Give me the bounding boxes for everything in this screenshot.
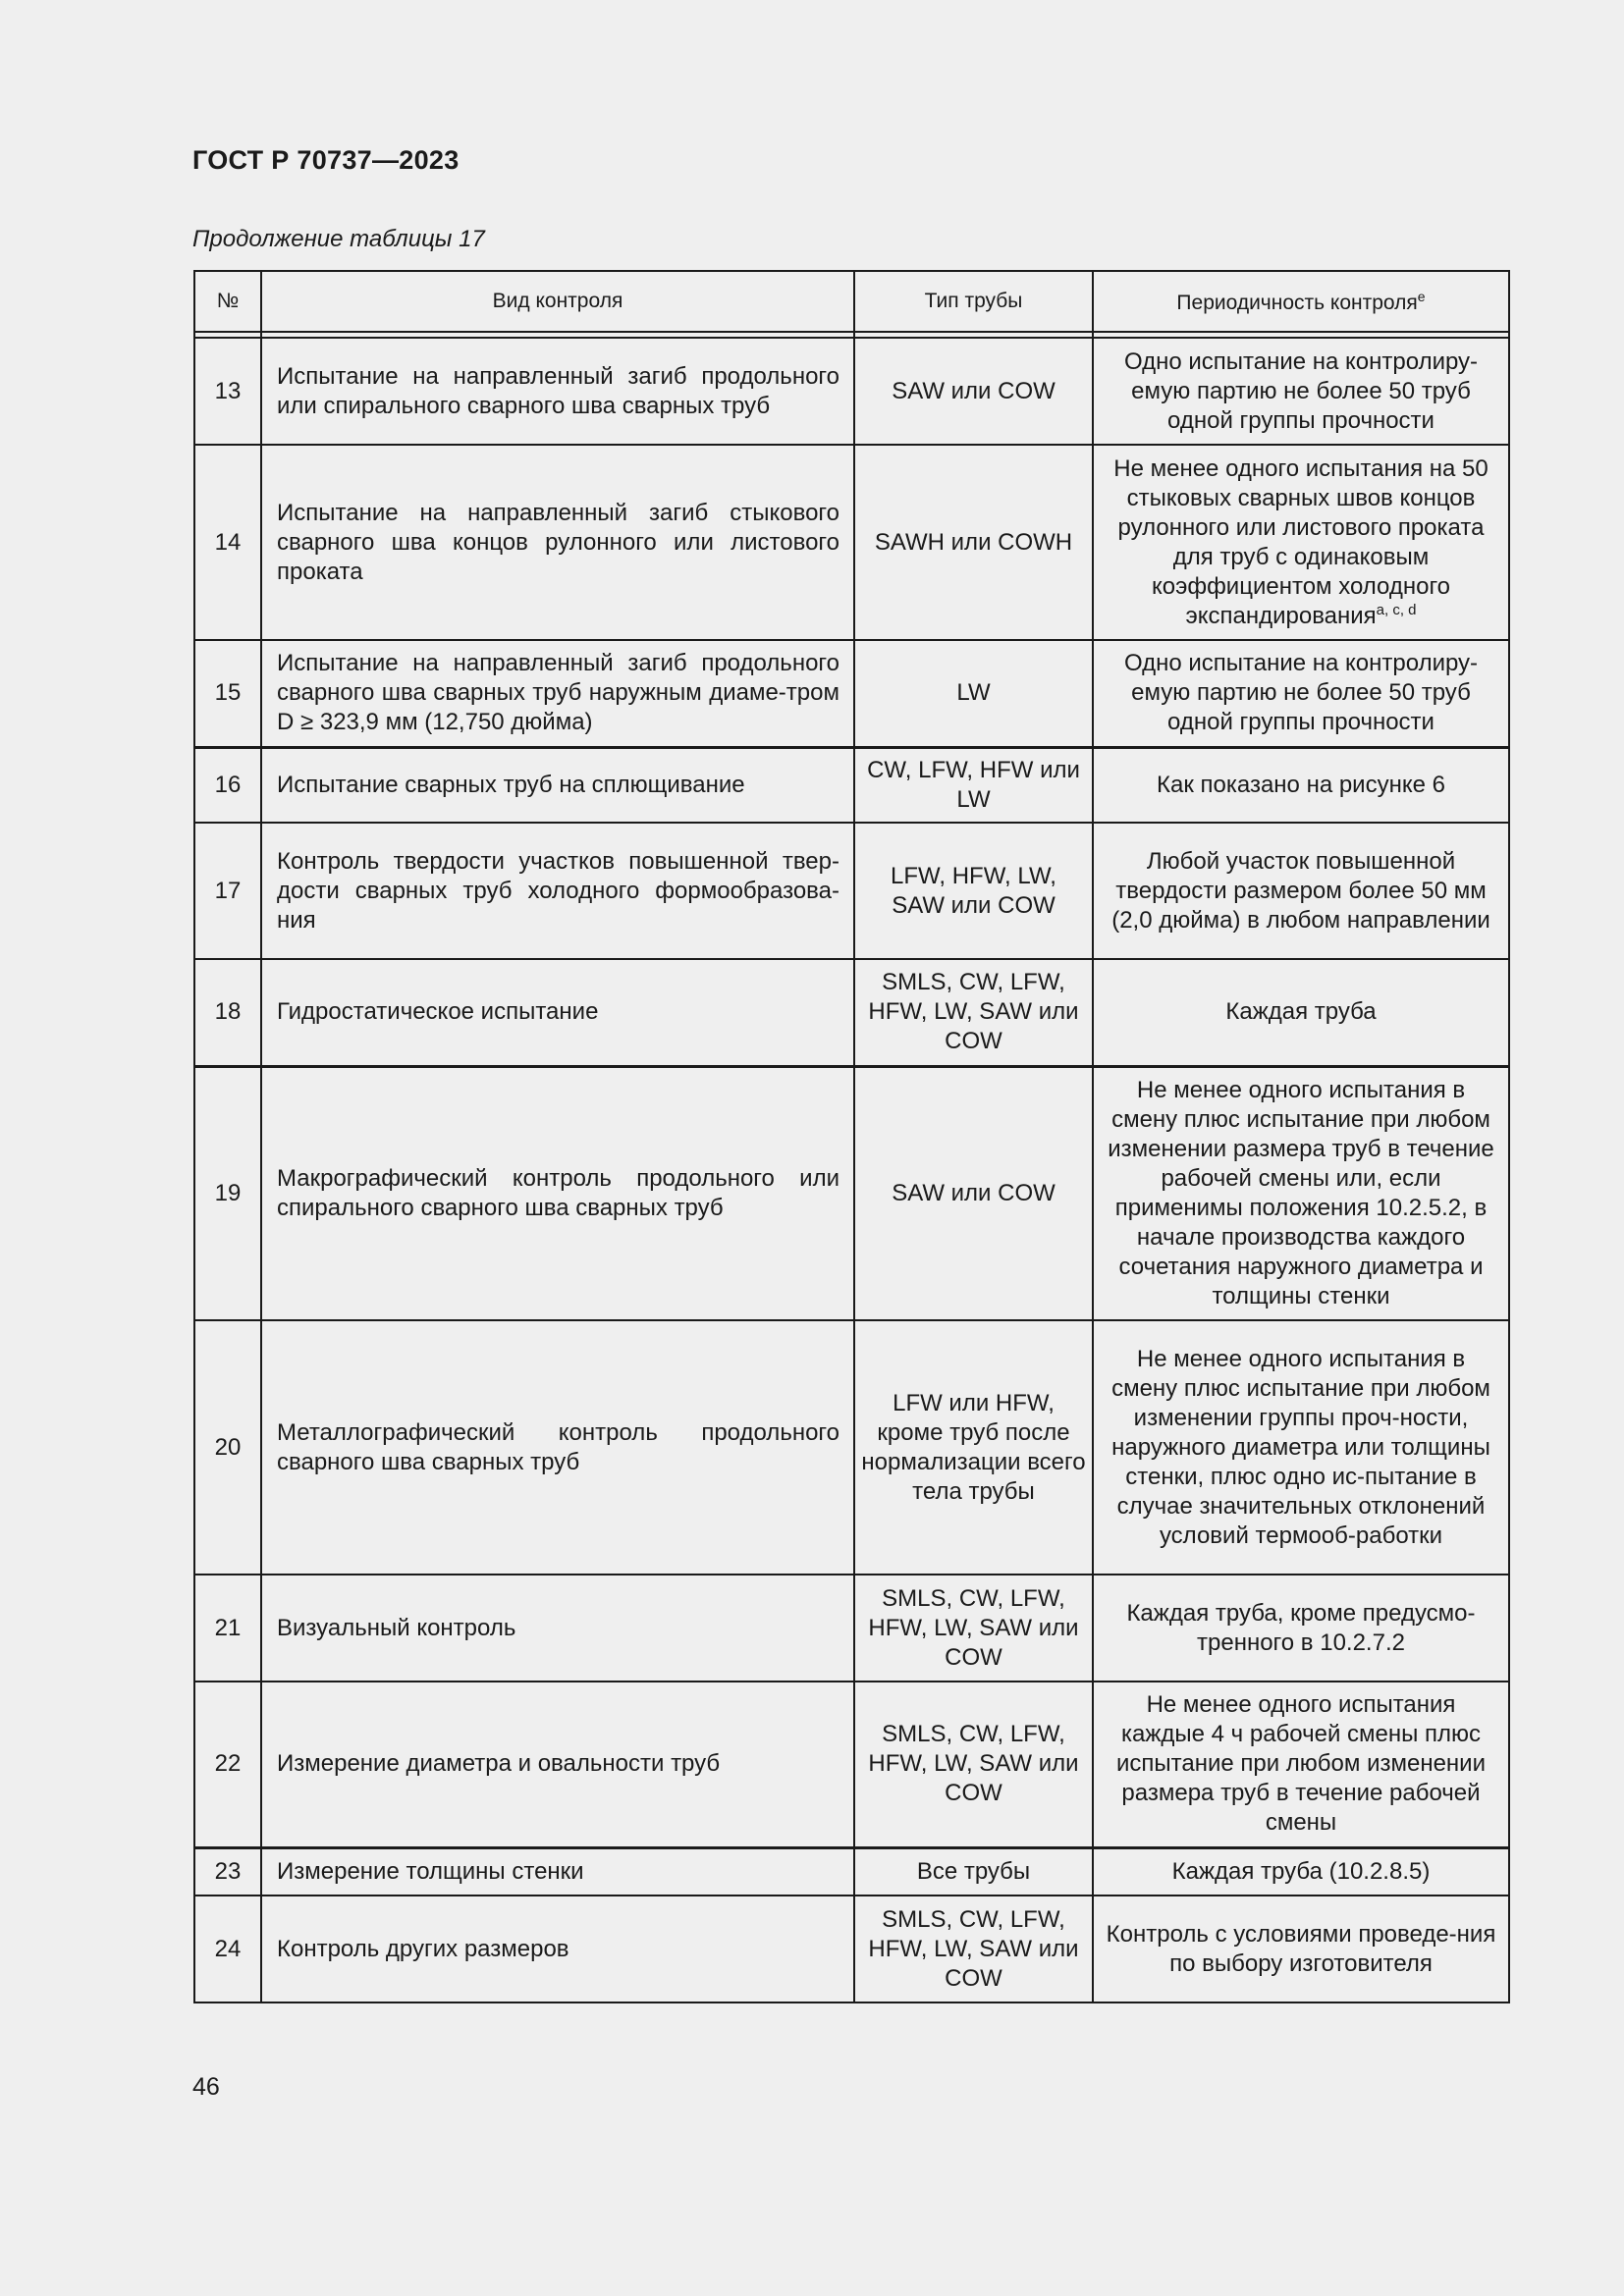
- control-periodicity: [1093, 1847, 1509, 1896]
- control-periodicity: [1093, 1575, 1509, 1682]
- header-num: №: [194, 271, 261, 332]
- periodicity-text: Любой участок повышенной твердости размером более 50 мм (2,0 дюйма) в любом направлении: [1111, 847, 1490, 934]
- inspection-table: [193, 270, 1510, 2003]
- table-row: [194, 1575, 1509, 1682]
- table-header-row: [194, 271, 1509, 332]
- control-kind: Макрографический контроль продольного или спирального сварного шва сварных труб: [261, 1066, 854, 1320]
- page-number: 46: [192, 2073, 220, 2101]
- pipe-type: LW: [854, 640, 1093, 747]
- control-periodicity: [1093, 1066, 1509, 1320]
- header-period: [1093, 271, 1509, 332]
- control-kind: Гидростатическое испытание: [261, 959, 854, 1066]
- pipe-type: SAWH или COWH: [854, 445, 1093, 640]
- periodicity-text: Одно испытание на контролиру-емую партию не более 50 труб одной группы прочности: [1123, 347, 1479, 434]
- control-periodicity: [1093, 1896, 1509, 2002]
- pipe-type: LFW или HFW, кроме труб после нормализации всего тела трубы: [854, 1320, 1093, 1575]
- control-periodicity: [1093, 1682, 1509, 1847]
- row-number: 15: [194, 640, 261, 747]
- pipe-type: SAW или COW: [854, 1066, 1093, 1320]
- header-period-note: е: [1417, 288, 1426, 304]
- row-number: 24: [194, 1896, 261, 2002]
- periodicity-text: Каждая труба (10.2.8.5): [1171, 1857, 1431, 1885]
- pipe-type: Все трубы: [854, 1847, 1093, 1896]
- periodicity-text: Не менее одного испытания каждые 4 ч рабочей смены плюс испытание при любом изменении размера труб в течение рабочей смены: [1115, 1691, 1486, 1837]
- header-period-label: Периодичность контроля: [1176, 291, 1418, 314]
- periodicity-text: Не менее одного испытания в смену плюс испытание при любом изменении размера труб в течение рабочей смены или, если применимы положения 10.2.5.2, в начале производства каждого сочетания наружного диаметра и толщины стенки: [1108, 1076, 1494, 1309]
- pipe-type: SMLS, CW, LFW, HFW, LW, SAW или COW: [854, 1575, 1093, 1682]
- document-code: ГОСТ Р 70737—2023: [192, 145, 460, 175]
- control-kind: Контроль твердости участков повышенной твер-дости сварных труб холодного формообразова-ния: [261, 823, 854, 959]
- row-number: 13: [194, 338, 261, 445]
- table-row: [194, 445, 1509, 640]
- control-periodicity: [1093, 959, 1509, 1066]
- row-number: 20: [194, 1320, 261, 1575]
- table-caption: Продолжение таблицы 17: [192, 226, 485, 252]
- row-number: 22: [194, 1682, 261, 1847]
- periodicity-footnote: a, c, d: [1376, 601, 1417, 618]
- row-number: 16: [194, 747, 261, 823]
- control-kind: Испытание на направленный загиб стыкового сварного шва концов рулонного или листового проката: [261, 445, 854, 640]
- control-periodicity: [1093, 640, 1509, 747]
- pipe-type: SMLS, CW, LFW, HFW, LW, SAW или COW: [854, 1896, 1093, 2002]
- row-number: 14: [194, 445, 261, 640]
- table-row: [194, 1847, 1509, 1896]
- control-periodicity: [1093, 445, 1509, 640]
- row-number: 18: [194, 959, 261, 1066]
- periodicity-text: Не менее одного испытания на 50 стыковых сварных швов концов рулонного или листового проката для труб с одинаковым коэффициентом холодного экспандирования: [1113, 454, 1489, 629]
- row-number: 23: [194, 1847, 261, 1896]
- pipe-type: CW, LFW, HFW или LW: [854, 747, 1093, 823]
- row-number: 21: [194, 1575, 261, 1682]
- table-row: [194, 823, 1509, 959]
- control-periodicity: [1093, 338, 1509, 445]
- control-kind: Испытание на направленный загиб продольного или спирального сварного шва сварных труб: [261, 338, 854, 445]
- control-kind: Металлографический контроль продольного сварного шва сварных труб: [261, 1320, 854, 1575]
- periodicity-text: Контроль с условиями проведе-ния по выбору изготовителя: [1106, 1920, 1496, 1977]
- control-kind: Контроль других размеров: [261, 1896, 854, 2002]
- table-row: [194, 747, 1509, 823]
- header-pipe-type: Тип трубы: [854, 271, 1093, 332]
- control-periodicity: [1093, 747, 1509, 823]
- table-row: [194, 1066, 1509, 1320]
- control-kind: Испытание на направленный загиб продольного сварного шва сварных труб наружным диаме-тром D ≥ 323,9 мм (12,750 дюйма): [261, 640, 854, 747]
- pipe-type: LFW, HFW, LW, SAW или COW: [854, 823, 1093, 959]
- control-kind: Испытание сварных труб на сплющивание: [261, 747, 854, 823]
- row-number: 19: [194, 1066, 261, 1320]
- control-periodicity: [1093, 823, 1509, 959]
- header-kind: Вид контроля: [261, 271, 854, 332]
- table-row: [194, 338, 1509, 445]
- periodicity-text: Не менее одного испытания в смену плюс испытание при любом изменении группы проч-ности, наружного диаметра или толщины стенки, плюс одно ис-пытание в случае значительных отклонений условий термооб-работки: [1111, 1345, 1490, 1549]
- control-periodicity: [1093, 1320, 1509, 1575]
- pipe-type: SAW или COW: [854, 338, 1093, 445]
- control-kind: Измерение толщины стенки: [261, 1847, 854, 1896]
- periodicity-text: Как показано на рисунке 6: [1157, 771, 1445, 798]
- pipe-type: SMLS, CW, LFW, HFW, LW, SAW или COW: [854, 1682, 1093, 1847]
- row-number: 17: [194, 823, 261, 959]
- table-row: [194, 1320, 1509, 1575]
- table-body: [194, 338, 1509, 2002]
- table-row: [194, 1682, 1509, 1847]
- control-kind: Измерение диаметра и овальности труб: [261, 1682, 854, 1847]
- periodicity-text: Каждая труба, кроме предусмо-тренного в 10.2.7.2: [1126, 1599, 1476, 1656]
- control-kind: Визуальный контроль: [261, 1575, 854, 1682]
- pipe-type: SMLS, CW, LFW, HFW, LW, SAW или COW: [854, 959, 1093, 1066]
- table-row: [194, 640, 1509, 747]
- periodicity-text: Каждая труба: [1225, 998, 1377, 1026]
- table-row: [194, 959, 1509, 1066]
- periodicity-text: Одно испытание на контролиру-емую партию не более 50 труб одной группы прочности: [1123, 650, 1479, 736]
- table-row: [194, 1896, 1509, 2002]
